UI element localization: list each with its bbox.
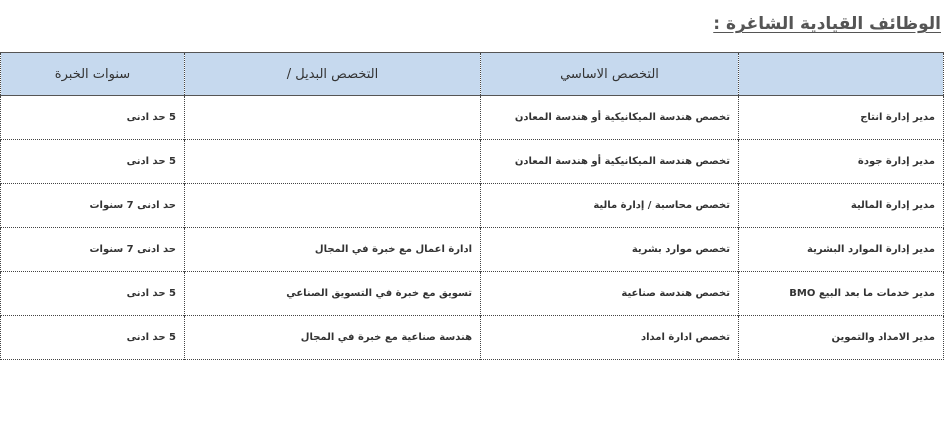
header-experience-years: سنوات الخبرة xyxy=(1,53,185,96)
cell-experience: 5 حد ادنى xyxy=(1,316,185,360)
cell-primary: تخصص هندسة الميكانيكية أو هندسة المعادن xyxy=(481,140,739,184)
cell-position: مدير إدارة جودة xyxy=(739,140,944,184)
cell-alternative xyxy=(185,184,481,228)
header-alternative-specialization: التخصص البديل / xyxy=(185,53,481,96)
cell-alternative: ادارة اعمال مع خبرة في المجال xyxy=(185,228,481,272)
table-row xyxy=(1,184,944,228)
cell-position: مدير إدارة المالية xyxy=(739,184,944,228)
cell-primary: تخصص هندسة صناعية xyxy=(481,272,739,316)
cell-position: مدير الامداد والتموين xyxy=(739,316,944,360)
cell-alternative xyxy=(185,140,481,184)
cell-position: مدير إدارة انتاج xyxy=(739,96,944,140)
cell-alternative xyxy=(185,96,481,140)
cell-alternative: هندسة صناعية مع خبرة في المجال xyxy=(185,316,481,360)
cell-experience: حد ادنى 7 سنوات xyxy=(1,184,185,228)
header-position xyxy=(739,53,944,96)
cell-experience: 5 حد ادنى xyxy=(1,96,185,140)
cell-primary: تخصص هندسة الميكانيكية أو هندسة المعادن xyxy=(481,96,739,140)
header-row xyxy=(1,53,944,96)
cell-primary: تخصص محاسبة / إدارة مالية xyxy=(481,184,739,228)
table-row xyxy=(1,272,944,316)
cell-primary: تخصص موارد بشرية xyxy=(481,228,739,272)
cell-position: مدير إدارة الموارد البشرية xyxy=(739,228,944,272)
table-row xyxy=(1,140,944,184)
cell-experience: حد ادنى 7 سنوات xyxy=(1,228,185,272)
cell-experience: 5 حد ادنى xyxy=(1,140,185,184)
table-row xyxy=(1,228,944,272)
page-title: الوظائف القيادية الشاغرة : xyxy=(713,14,941,34)
table-row xyxy=(1,316,944,360)
cell-alternative: تسويق مع خبرة في التسويق الصناعي xyxy=(185,272,481,316)
vacancies-table xyxy=(0,52,944,360)
cell-experience: 5 حد ادنى xyxy=(1,272,185,316)
cell-primary: تخصص ادارة امداد xyxy=(481,316,739,360)
table-row xyxy=(1,96,944,140)
cell-position: مدير خدمات ما بعد البيع BMO xyxy=(739,272,944,316)
header-primary-specialization: التخصص الاساسي xyxy=(481,53,739,96)
